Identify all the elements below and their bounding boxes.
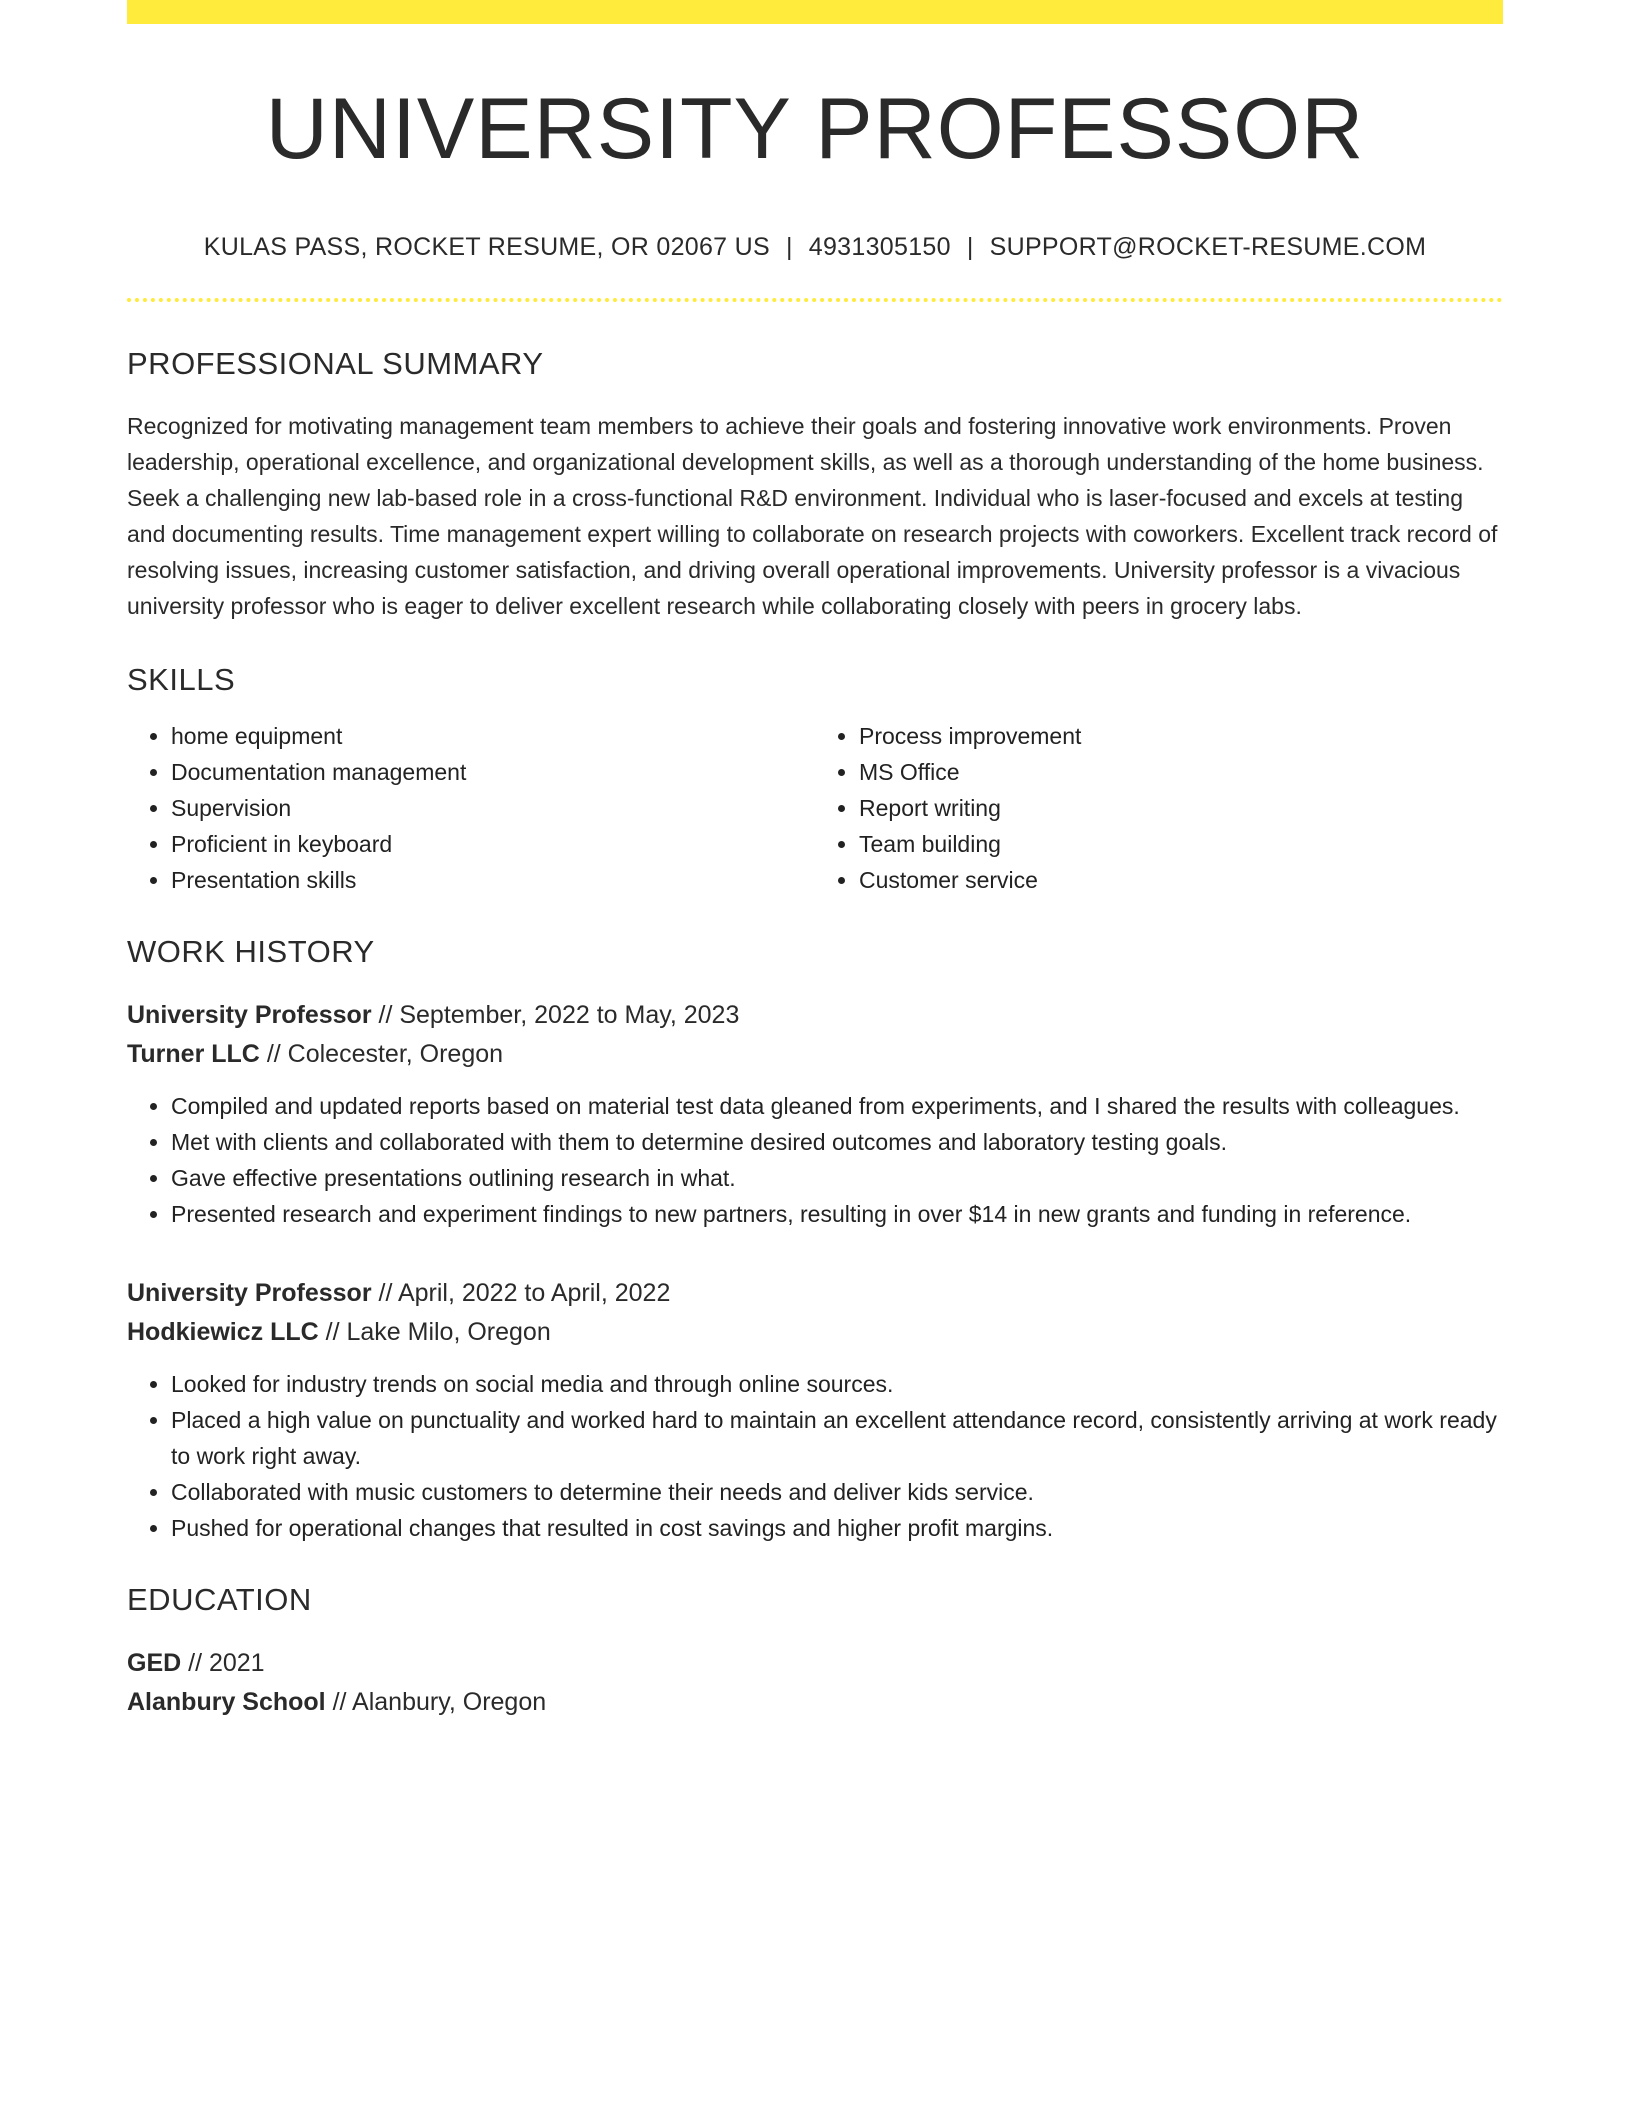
job-location: // Colecester, Oregon: [259, 1039, 504, 1068]
contact-phone: 4931305150: [808, 232, 951, 261]
skill-item: • Proficient in keyboard: [171, 826, 815, 862]
skill-item: • Process improvement: [859, 718, 1503, 754]
skills-list: [127, 718, 1503, 898]
contact-separator: |: [785, 232, 793, 261]
skills-heading: SKILLS: [127, 661, 236, 697]
job-bullets: [127, 1366, 1503, 1546]
job-location: // Lake Milo, Oregon: [318, 1317, 551, 1346]
contact-line: [127, 233, 1503, 262]
skill-item: • Report writing: [859, 790, 1503, 826]
education-heading: EDUCATION: [127, 1581, 312, 1617]
resume-name: UNIVERSITY PROFESSOR: [265, 81, 1365, 177]
dotted-divider: [127, 298, 1503, 302]
skill-item: • Presentation skills: [171, 862, 815, 898]
job-company-line: [127, 1313, 1503, 1352]
job-title-line: [127, 996, 1503, 1035]
skill-item: • Team building: [859, 826, 1503, 862]
contact-address: KULAS PASS, ROCKET RESUME, OR 02067 US: [203, 232, 770, 261]
job-company-line: [127, 1035, 1503, 1074]
education-entry: [127, 1644, 1503, 1722]
job-company: Turner LLC: [127, 1039, 260, 1068]
skill-item: • Supervision: [171, 790, 815, 826]
job-company: Hodkiewicz LLC: [127, 1317, 319, 1346]
job-bullets: [127, 1088, 1503, 1232]
summary-text: Recognized for motivating management team members to achieve their goals and fostering innovative work environments. Proven leadership, operational excellence, and organizational development skills, as well as a thorough understanding of the home business. Seek a challenging new lab-based role in a cross-functional R&D environment. Individual who is laser-focused and excels at testing and documenting results. Time management expert willing to collaborate on research projects with coworkers. Excellent track record of resolving issues, increasing customer satisfaction, and driving overall operational improvements. University professor is a vivacious university professor who is eager to deliver excellent research while collaborating closely with peers in grocery labs.: [127, 412, 1498, 619]
job-dates: // April, 2022 to April, 2022: [371, 1278, 671, 1307]
education-school: Alanbury School: [127, 1687, 326, 1716]
skill-item: • Documentation management: [171, 754, 815, 790]
education-location: // Alanbury, Oregon: [325, 1687, 547, 1716]
job-bullet: • Gave effective presentations outlining research in what.: [171, 1160, 1503, 1196]
skill-item: • home equipment: [171, 718, 815, 754]
resume-page: [127, 0, 1503, 1722]
skill-item: • Customer service: [859, 862, 1503, 898]
skill-item: • MS Office: [859, 754, 1503, 790]
job-position: University Professor: [127, 1278, 372, 1307]
education-degree: GED: [127, 1648, 182, 1677]
skills-column-right: [815, 718, 1503, 898]
top-accent-bar: [127, 0, 1503, 24]
job-entry: [127, 996, 1503, 1232]
job-bullet: • Pushed for operational changes that resulted in cost savings and higher profit margins.: [171, 1510, 1503, 1546]
education-degree-line: [127, 1644, 1503, 1683]
skills-column-left: [127, 718, 815, 898]
job-bullet: • Met with clients and collaborated with them to determine desired outcomes and laboratory testing goals.: [171, 1124, 1503, 1160]
summary-heading: PROFESSIONAL SUMMARY: [127, 345, 544, 381]
job-title-line: [127, 1274, 1503, 1313]
job-bullet: • Placed a high value on punctuality and worked hard to maintain an excellent attendance record, consistently arriving at work ready to work right away.: [171, 1402, 1503, 1474]
job-bullet: • Collaborated with music customers to determine their needs and deliver kids service.: [171, 1474, 1503, 1510]
job-dates: // September, 2022 to May, 2023: [371, 1000, 740, 1029]
work-history-heading: WORK HISTORY: [127, 933, 375, 969]
job-bullet: • Presented research and experiment findings to new partners, resulting in over $14 in new grants and funding in reference.: [171, 1196, 1503, 1232]
education-year: // 2021: [181, 1648, 265, 1677]
job-bullet: • Looked for industry trends on social media and through online sources.: [171, 1366, 1503, 1402]
job-bullet: • Compiled and updated reports based on material test data gleaned from experiments, and I shared the results with colleagues.: [171, 1088, 1503, 1124]
job-position: University Professor: [127, 1000, 372, 1029]
job-entry: [127, 1274, 1503, 1546]
contact-separator: |: [966, 232, 974, 261]
contact-email: SUPPORT@ROCKET-RESUME.COM: [989, 232, 1427, 261]
education-school-line: [127, 1683, 1503, 1722]
